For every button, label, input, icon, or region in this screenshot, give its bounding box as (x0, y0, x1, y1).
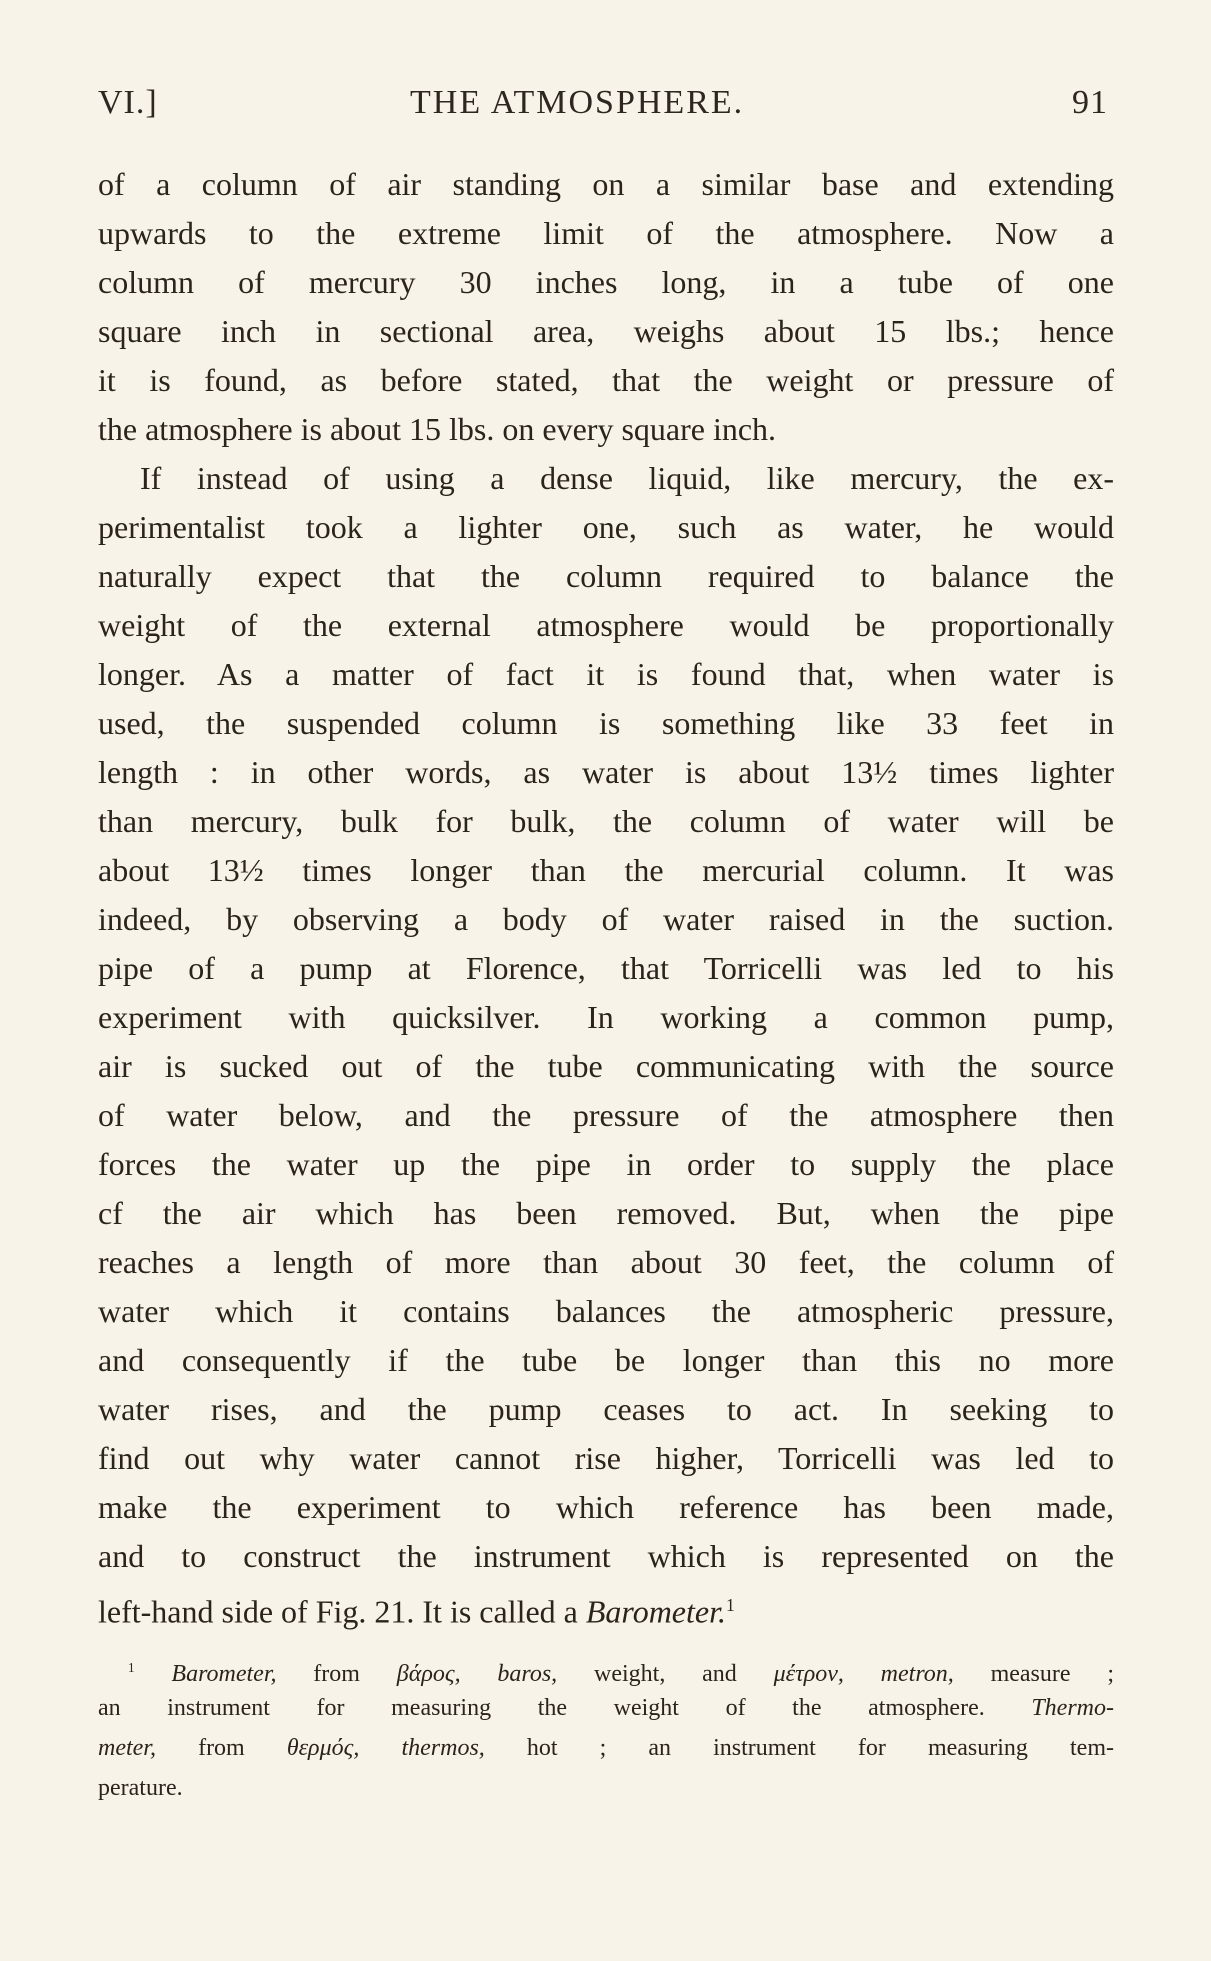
text-line: If instead of using a dense liquid, like mercury, the ex- (140, 460, 1114, 496)
text-line: make the experiment to which reference has been made, (98, 1489, 1114, 1525)
text-line-last (98, 1581, 1114, 1630)
footnote-text: hot ; an instrument for measuring tem- (484, 1735, 1114, 1761)
transliteration: thermos, (359, 1735, 485, 1761)
text-line: water rises, and the pump ceases to act. In seeking to (98, 1391, 1114, 1427)
text-line: naturally expect that the column required to balance the (98, 558, 1114, 594)
footnote-text: an instrument for measuring the weight of the atmosphere. (98, 1695, 985, 1721)
footnote-line (98, 1648, 1114, 1688)
text-line: the atmosphere is about 15 lbs. on every square inch. (98, 411, 777, 447)
text-line: water which it contains balances the atmospheric pressure, (98, 1293, 1114, 1329)
text-line: and consequently if the tube be longer than this no more (98, 1342, 1114, 1378)
footnote-mark: 1 (128, 1660, 135, 1675)
greek-word: θερμός, (286, 1735, 360, 1761)
text-line: column of mercury 30 inches long, in a tube of one (98, 264, 1114, 300)
footnote-line (98, 1728, 1114, 1768)
text-line: experiment with quicksilver. In working a common pump, (98, 999, 1114, 1035)
footnote (98, 1648, 1114, 1808)
text-line: forces the water up the pipe in order to supply the place (98, 1146, 1114, 1182)
footnote-reference: 1 (726, 1595, 735, 1615)
section-number: VI.] (98, 84, 158, 121)
text-line: length : in other words, as water is about 13½ times lighter (98, 754, 1114, 790)
footnote-text: weight, and (557, 1661, 774, 1687)
text-fragment: left-hand side of Fig. 21. It is called a (98, 1593, 586, 1630)
footnote-text: from (276, 1661, 397, 1687)
text-line: air is sucked out of the tube communicating with the source (98, 1048, 1114, 1084)
running-header (98, 84, 1114, 130)
text-line: used, the suspended column is something like 33 feet in (98, 705, 1114, 741)
text-line: reaches a length of more than about 30 feet, the column of (98, 1244, 1114, 1280)
page-number: 91 (1072, 84, 1108, 121)
text-line: weight of the external atmosphere would be proportionally (98, 607, 1114, 643)
footnote-term: meter, (98, 1735, 156, 1761)
text-line: perimentalist took a lighter one, such as water, he would (98, 509, 1114, 545)
barometer-term: Barometer. (585, 1593, 726, 1630)
text-line: and to construct the instrument which is represented on the (98, 1538, 1114, 1574)
footnote-line (98, 1688, 1114, 1728)
text-line: indeed, by observing a body of water raised in the suction. (98, 901, 1114, 937)
text-line: upwards to the extreme limit of the atmosphere. Now a (98, 215, 1114, 251)
footnote-text: from (155, 1735, 287, 1761)
footnote-term: Barometer, (171, 1661, 277, 1687)
running-title: THE ATMOSPHERE. (410, 84, 745, 121)
text-line: cf the air which has been removed. But, when the pipe (98, 1195, 1114, 1231)
text-line: it is found, as before stated, that the weight or pressure of (98, 362, 1114, 398)
greek-word: μέτρον, (773, 1661, 844, 1687)
text-line: square inch in sectional area, weighs about 15 lbs.; hence (98, 313, 1114, 349)
text-line: of water below, and the pressure of the atmosphere then (98, 1097, 1114, 1133)
text-line: pipe of a pump at Florence, that Torricelli was led to his (98, 950, 1114, 986)
text-line: find out why water cannot rise higher, Torricelli was led to (98, 1440, 1114, 1476)
footnote-term: Thermo- (1031, 1695, 1114, 1721)
text-line: of a column of air standing on a similar base and extending (98, 166, 1114, 202)
transliteration: baros, (460, 1661, 558, 1687)
greek-word: βάρος, (396, 1661, 461, 1687)
footnote-text: measure ; (953, 1661, 1115, 1687)
transliteration: metron, (843, 1661, 954, 1687)
footnote-line: perature. (98, 1775, 183, 1801)
text-line: about 13½ times longer than the mercurial column. It was (98, 852, 1114, 888)
text-line: longer. As a matter of fact it is found that, when water is (98, 656, 1114, 692)
main-text (98, 160, 1114, 1630)
text-line: than mercury, bulk for bulk, the column of water will be (98, 803, 1114, 839)
